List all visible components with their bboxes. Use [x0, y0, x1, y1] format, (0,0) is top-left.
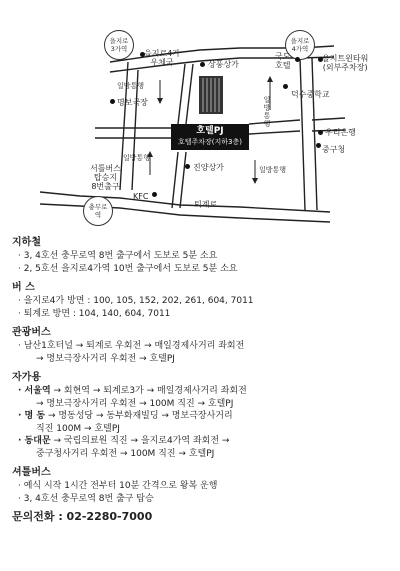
car-route-dongdaemun: · 동대문 → 국립의료원 직진 → 을지로4가역 좌회전 → [18, 436, 230, 446]
tourbus-heading: 관광버스 [12, 327, 51, 338]
jinyang-marker [185, 164, 190, 169]
car-route-myeongdong-cont: 직진 100M → 호텔PJ [36, 423, 120, 434]
station-euljiro4: 을지로 4가역 [285, 30, 315, 60]
tourbus-line-2: → 명보극장사거리 우회전 → 호텔PJ [36, 353, 175, 364]
car-route-seoul: · 서울역 → 회현역 → 퇴계로3가 → 매일경제사거리 좌회전 [18, 386, 247, 396]
kfc-marker [152, 192, 157, 197]
myeongbo-marker [110, 99, 115, 104]
twintower-label: 을지트윈타워 (외부주차장) [322, 54, 369, 72]
oneway-label-1: 일방통행 [117, 82, 145, 90]
deoksu-marker [283, 84, 288, 89]
post-office-label: 을지로4가 우체국 [144, 49, 181, 67]
car-route-dongdaemun-cont: 중구청사거리 우회전 → 100M 직진 → 호텔PJ [36, 448, 215, 459]
tourbus-line-1: · 남산1호터널 → 퇴계로 우회전 → 매일경제사거리 좌회전 [18, 341, 245, 351]
shuttle-line-1: · 예식 시작 1시간 전부터 10분 간격으로 왕복 운행 [18, 481, 218, 491]
sangpung-marker [200, 62, 205, 67]
shuttle-stop-label: 서틀버스 탑승지 8번출구 [90, 164, 121, 191]
car-heading: 자가용 [12, 372, 41, 383]
station-chungmuro: 충무로 역 [83, 196, 113, 226]
map-roads [0, 0, 400, 232]
hotel-parking: 호텔주차장(지하3층) [177, 138, 242, 146]
hotel-name: 호텔PJ [196, 126, 224, 136]
deoksu-label: 덕수중학교 [291, 90, 330, 99]
oneway-label-4: 일방통행 [263, 96, 271, 128]
station-euljiro3: 을지로 3가역 [104, 30, 134, 60]
junggu-marker [316, 143, 321, 148]
shuttle-heading: 셔틀버스 [12, 467, 51, 478]
car-route-myeongdong: · 명 동 → 명동성당 → 동부화재빌딩 → 명보극장사거리 [18, 411, 233, 421]
oneway-label-2: 일방통행 [123, 154, 151, 162]
gukdo-hotel-label: 국도 호텔 [275, 52, 291, 70]
car-route-seoul-cont: → 명보극장사거리 우회전 → 100M 직진 → 호텔PJ [36, 398, 234, 409]
location-map [0, 0, 400, 232]
bus-heading: 버 스 [12, 282, 35, 293]
woori-marker [318, 130, 323, 135]
kfc-label: KFC [133, 192, 149, 201]
bus-line-2: · 퇴계로 방면 : 104, 140, 604, 7011 [18, 308, 171, 319]
gukdo-hotel-marker [295, 57, 300, 62]
jinyang-label: 진양상가 [193, 163, 224, 172]
bus-line-1: · 을지로4가 방면 : 100, 105, 152, 202, 261, 604, 7011 [18, 296, 254, 306]
directions [12, 230, 392, 524]
shuttle-line-2: · 3, 4호선 충무로역 8번 출구 탑승 [18, 493, 154, 504]
contact-phone[interactable]: 문의전화 : 02-2280-7000 [12, 510, 153, 523]
myeongbo-label: 명보극장 [117, 98, 148, 107]
subway-line-1: · 3, 4호선 충무로역 8번 출구에서 도보로 5분 소요 [18, 251, 218, 261]
subway-line-2: · 2, 5호선 을지로4가역 10번 출구에서 도보로 5분 소요 [18, 263, 238, 274]
junggu-label: 중구청 [322, 145, 346, 154]
toegyero-label: 퇴계로 [194, 200, 218, 209]
woori-label: 우리은행 [325, 128, 356, 137]
oneway-label-3: 일방통행 [259, 166, 287, 174]
sangpung-label: 상풍상가 [208, 60, 239, 69]
hotel-pj-marker [171, 124, 249, 150]
subway-heading: 지하철 [12, 237, 41, 248]
